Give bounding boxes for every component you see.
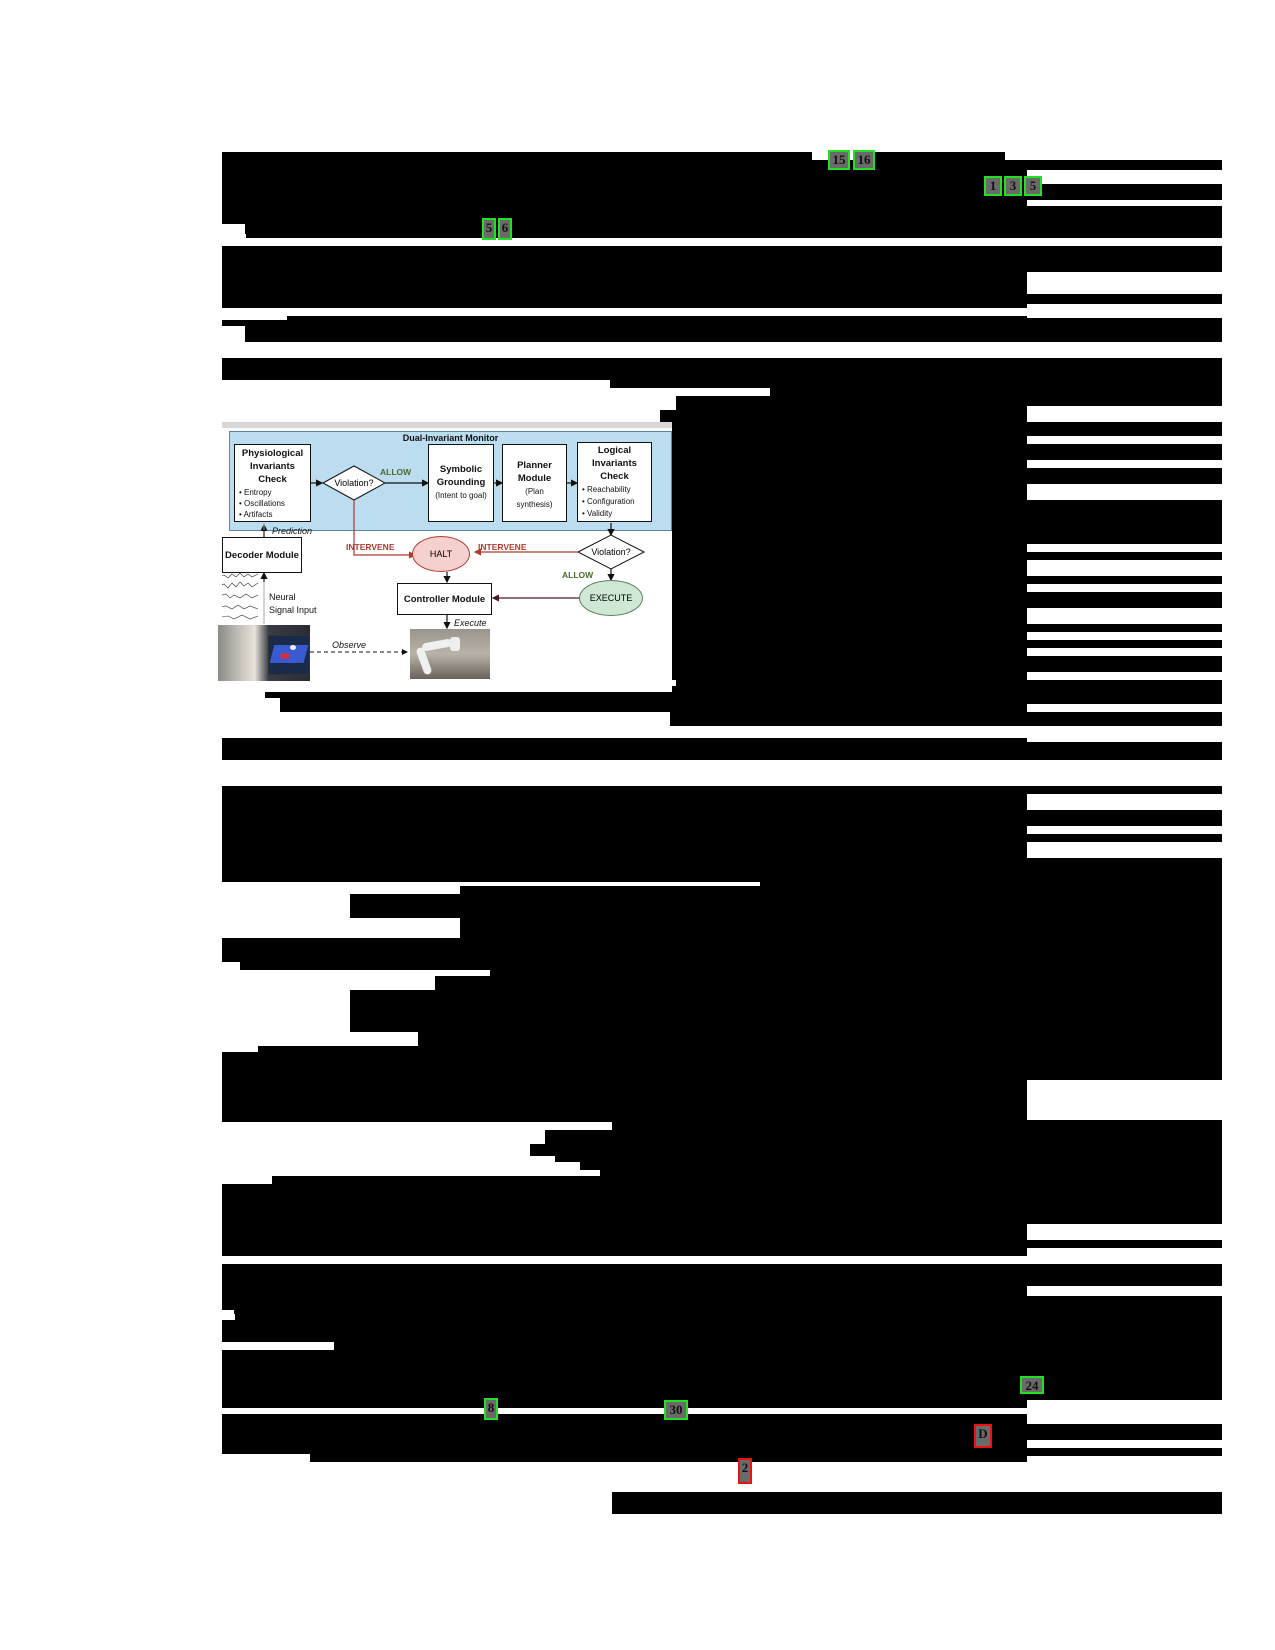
citation-marker[interactable]: 5	[482, 218, 496, 240]
robot-arm-photo	[410, 629, 490, 679]
citation-marker[interactable]: 24	[1020, 1376, 1044, 1394]
intervene-label-right: INTERVENE	[478, 542, 527, 552]
decoder-module-box: Decoder Module	[222, 537, 302, 573]
user-bci-photo	[218, 625, 310, 681]
prediction-label: Prediction	[272, 526, 313, 536]
neural-signal-label: Neural Signal Input	[269, 592, 317, 615]
symbolic-grounding-box: Symbolic Grounding (Intent to goal)	[428, 444, 494, 522]
citation-marker[interactable]: 30	[664, 1400, 688, 1420]
citation-marker[interactable]: 6	[498, 218, 512, 240]
violation-decision-2: Violation?	[591, 547, 631, 557]
allow-label-1: ALLOW	[380, 467, 412, 477]
monitor-title: Dual-Invariant Monitor	[402, 433, 499, 443]
citation-marker-flagged[interactable]: 2	[738, 1458, 752, 1484]
intervene-label-left: INTERVENE	[346, 542, 395, 552]
citation-marker-flagged[interactable]: D	[974, 1424, 992, 1448]
system-architecture-figure	[222, 422, 672, 692]
citation-marker[interactable]: 1	[984, 176, 1002, 196]
allow-label-2: ALLOW	[562, 570, 594, 580]
citation-marker[interactable]: 8	[484, 1398, 498, 1420]
execute-label: Execute	[454, 618, 487, 628]
logical-invariants-box: Logical Invariants Check • Reachability • Configuration • Validity	[577, 442, 652, 522]
citation-marker[interactable]: 5	[1024, 176, 1042, 196]
observe-label: Observe	[332, 640, 367, 650]
citation-marker[interactable]: 3	[1004, 176, 1022, 196]
planner-module-box: Planner Module (Plan synthesis)	[502, 444, 567, 522]
physiological-invariants-box: Physiological Invariants Check • Entropy • Oscillations • Artifacts	[234, 444, 311, 522]
violation-decision-1: Violation?	[334, 478, 374, 488]
controller-module-box: Controller Module	[397, 583, 492, 615]
citation-marker[interactable]: 16	[853, 150, 875, 170]
citation-marker[interactable]: 15	[828, 150, 850, 170]
execute-node: EXECUTE	[579, 580, 643, 616]
halt-node: HALT	[412, 536, 470, 572]
